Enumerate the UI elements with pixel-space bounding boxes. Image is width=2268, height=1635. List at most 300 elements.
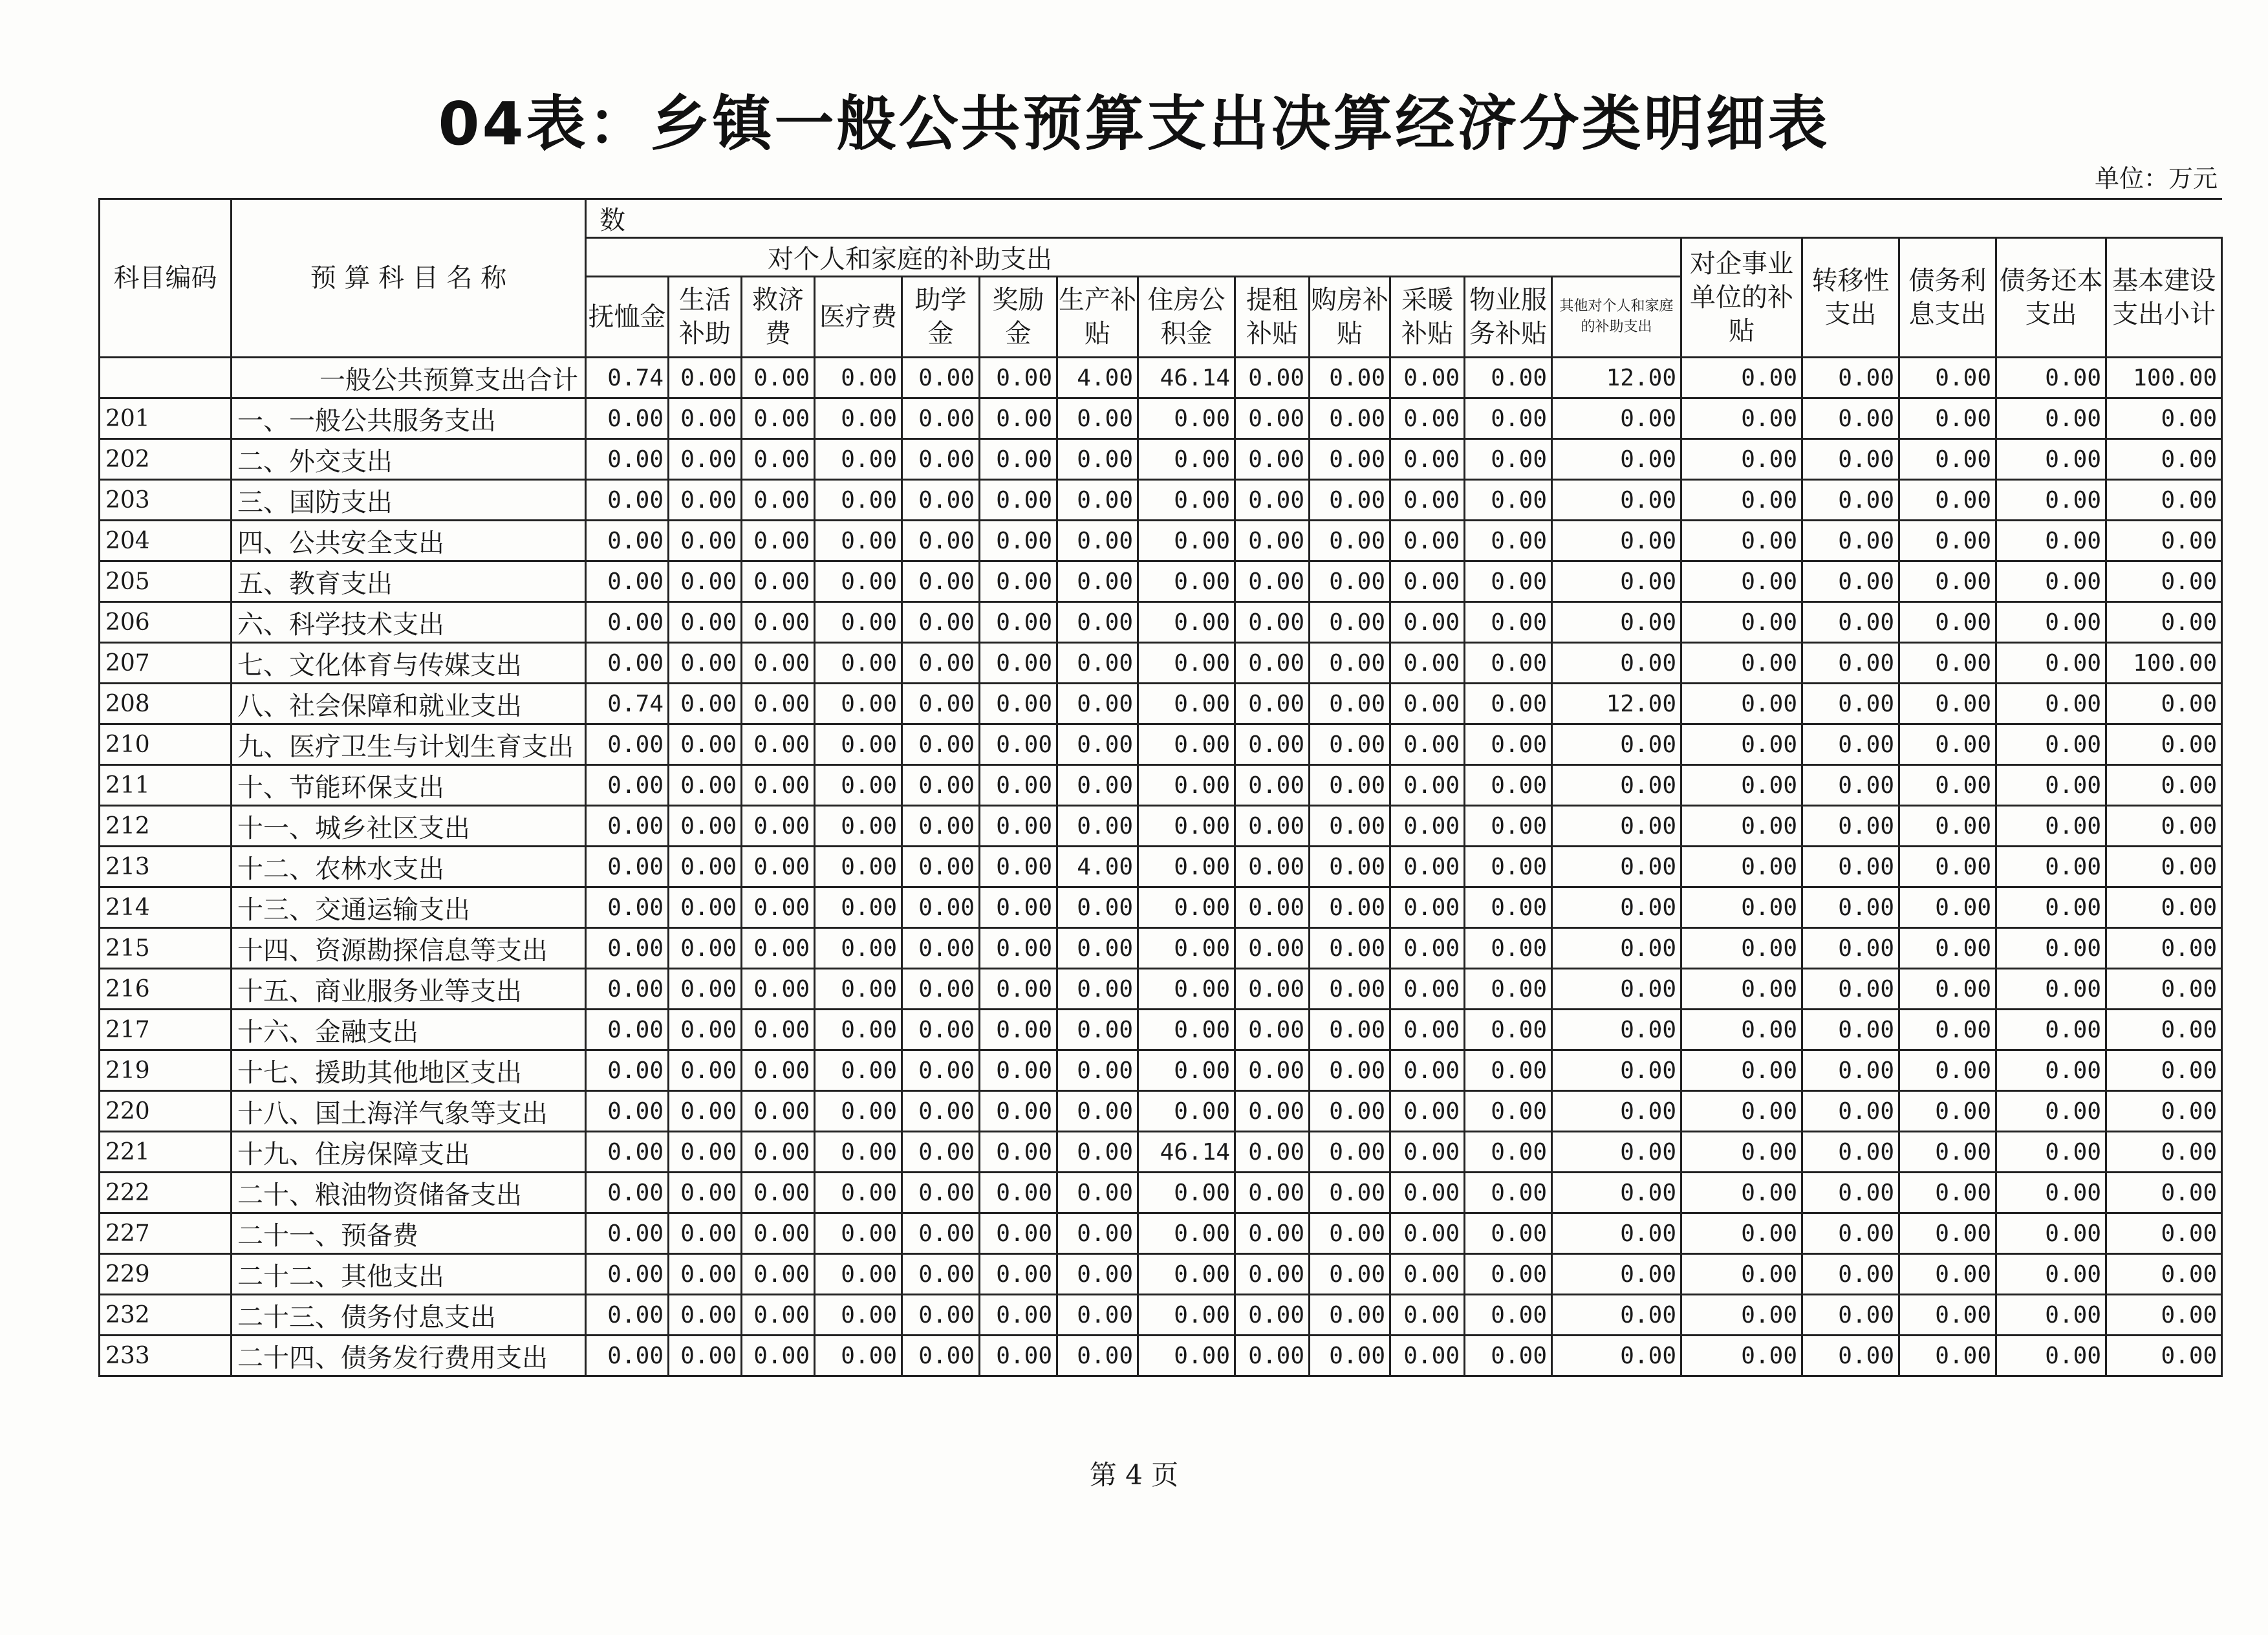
cell-value: 0.00	[815, 480, 902, 521]
cell-value: 0.00	[980, 887, 1057, 928]
cell-value: 0.00	[1899, 765, 1996, 806]
cell-value: 0.00	[1310, 1254, 1390, 1295]
cell-value: 0.00	[1465, 1091, 1552, 1132]
cell-value: 0.00	[902, 1336, 980, 1376]
cell-value: 0.00	[1681, 1295, 1802, 1336]
cell-value: 0.00	[1996, 561, 2106, 602]
cell-value: 0.00	[815, 1132, 902, 1173]
cell-value: 0.00	[1681, 1091, 1802, 1132]
row-code: 201	[100, 398, 232, 439]
row-name: 十二、农林水支出	[232, 847, 586, 887]
cell-value: 0.00	[1802, 969, 1899, 1010]
cell-value: 0.00	[1802, 1254, 1899, 1295]
cell-value: 0.00	[1899, 1173, 1996, 1213]
cell-value: 0.00	[1552, 1295, 1681, 1336]
cell-value: 0.00	[669, 806, 742, 847]
cell-value: 0.00	[1138, 1336, 1235, 1376]
cell-value: 0.00	[815, 1010, 902, 1050]
cell-value: 0.00	[1681, 1010, 1802, 1050]
table-row	[100, 765, 2222, 806]
cell-value: 0.00	[1552, 969, 1681, 1010]
cell-value: 0.00	[1465, 480, 1552, 521]
cell-value: 0.00	[1802, 439, 1899, 480]
cell-value: 0.00	[1996, 1091, 2106, 1132]
cell-value: 0.00	[1057, 684, 1138, 724]
cell-value: 0.00	[902, 1010, 980, 1050]
cell-value: 0.00	[1465, 358, 1552, 398]
cell-value: 0.00	[1465, 806, 1552, 847]
cell-value: 0.00	[1235, 358, 1310, 398]
cell-value: 0.00	[980, 1295, 1057, 1336]
row-name: 二十二、其他支出	[232, 1254, 586, 1295]
header-name: 预 算 科 目 名 称	[232, 199, 586, 358]
cell-value: 0.00	[815, 847, 902, 887]
row-name: 二十、粮油物资储备支出	[232, 1173, 586, 1213]
cell-value: 0.00	[980, 1050, 1057, 1091]
cell-value: 0.00	[1681, 1213, 1802, 1254]
cell-value: 0.00	[586, 643, 669, 684]
cell-value: 0.00	[1390, 643, 1465, 684]
cell-value: 0.00	[1138, 398, 1235, 439]
cell-value: 0.00	[1552, 1091, 1681, 1132]
cell-value: 0.00	[2106, 1050, 2222, 1091]
cell-value: 0.00	[1681, 439, 1802, 480]
cell-value: 0.00	[1390, 1213, 1465, 1254]
cell-value: 0.00	[1310, 969, 1390, 1010]
cell-value: 46.14	[1138, 1132, 1235, 1173]
cell-value: 0.00	[1899, 806, 1996, 847]
cell-value: 0.00	[1681, 1254, 1802, 1295]
cell-value: 0.00	[2106, 847, 2222, 887]
cell-value: 0.00	[1057, 887, 1138, 928]
cell-value: 0.00	[1681, 643, 1802, 684]
cell-value: 0.00	[1138, 602, 1235, 643]
cell-value: 0.00	[1310, 643, 1390, 684]
cell-value: 0.00	[2106, 1091, 2222, 1132]
cell-value: 0.00	[1552, 765, 1681, 806]
cell-value: 0.00	[902, 358, 980, 398]
cell-value: 0.00	[1057, 1213, 1138, 1254]
cell-value: 0.00	[2106, 765, 2222, 806]
row-code: 215	[100, 928, 232, 969]
cell-value: 0.00	[742, 765, 815, 806]
cell-value: 0.00	[902, 765, 980, 806]
cell-value: 0.00	[742, 684, 815, 724]
cell-value: 0.00	[669, 1010, 742, 1050]
cell-value: 0.00	[1899, 1254, 1996, 1295]
table-row	[100, 1132, 2222, 1173]
table-row	[100, 724, 2222, 765]
cell-value: 0.00	[1681, 602, 1802, 643]
cell-value: 0.00	[586, 1091, 669, 1132]
cell-value: 0.00	[2106, 1010, 2222, 1050]
cell-value: 0.00	[1235, 684, 1310, 724]
cell-value: 0.00	[1390, 1295, 1465, 1336]
cell-value: 0.00	[1552, 480, 1681, 521]
cell-value: 0.00	[1235, 806, 1310, 847]
cell-value: 0.00	[1310, 561, 1390, 602]
cell-value: 0.00	[1310, 439, 1390, 480]
cell-value: 0.00	[1138, 765, 1235, 806]
cell-value: 0.00	[1390, 602, 1465, 643]
cell-value: 0.00	[1465, 1050, 1552, 1091]
cell-value: 0.00	[1310, 1213, 1390, 1254]
table-row	[100, 887, 2222, 928]
cell-value: 0.00	[1802, 1173, 1899, 1213]
row-name: 二十四、债务发行费用支出	[232, 1336, 586, 1376]
cell-value: 0.00	[1138, 480, 1235, 521]
cell-value: 0.00	[902, 928, 980, 969]
cell-value: 0.00	[902, 887, 980, 928]
header-col-4: 助学金	[902, 277, 980, 358]
cell-value: 0.00	[815, 887, 902, 928]
cell-value: 0.00	[1057, 643, 1138, 684]
cell-value: 0.00	[1996, 480, 2106, 521]
cell-value: 0.00	[1996, 1173, 2106, 1213]
row-code: 220	[100, 1091, 232, 1132]
cell-value: 0.00	[1390, 724, 1465, 765]
cell-value: 0.00	[1899, 358, 1996, 398]
cell-value: 0.00	[2106, 602, 2222, 643]
cell-value: 0.00	[586, 1010, 669, 1050]
row-code: 212	[100, 806, 232, 847]
cell-value: 0.00	[742, 1295, 815, 1336]
cell-value: 0.00	[980, 521, 1057, 561]
table-row	[100, 643, 2222, 684]
cell-value: 0.00	[1390, 439, 1465, 480]
cell-value: 0.00	[815, 521, 902, 561]
cell-value: 0.00	[1235, 1295, 1310, 1336]
cell-value: 0.00	[1552, 1050, 1681, 1091]
table-row	[100, 1091, 2222, 1132]
row-name: 九、医疗卫生与计划生育支出	[232, 724, 586, 765]
row-name: 二十一、预备费	[232, 1213, 586, 1254]
cell-value: 0.00	[742, 439, 815, 480]
cell-value: 0.00	[1552, 887, 1681, 928]
cell-value: 0.00	[815, 1213, 902, 1254]
cell-value: 0.00	[1310, 521, 1390, 561]
cell-value: 0.00	[1996, 765, 2106, 806]
row-code: 221	[100, 1132, 232, 1173]
cell-value: 0.00	[1899, 724, 1996, 765]
cell-value: 0.00	[1802, 928, 1899, 969]
cell-value: 0.00	[815, 765, 902, 806]
cell-value: 0.00	[815, 602, 902, 643]
cell-value: 0.00	[2106, 1213, 2222, 1254]
cell-value: 0.00	[1552, 561, 1681, 602]
cell-value: 0.00	[1235, 1091, 1310, 1132]
cell-value: 0.00	[1465, 398, 1552, 439]
cell-value: 0.00	[815, 1173, 902, 1213]
cell-value: 0.00	[1996, 969, 2106, 1010]
cell-value: 0.00	[1552, 643, 1681, 684]
cell-value: 0.00	[902, 806, 980, 847]
table-row	[100, 602, 2222, 643]
cell-value: 0.00	[1996, 643, 2106, 684]
cell-value: 0.00	[1057, 969, 1138, 1010]
row-code: 210	[100, 724, 232, 765]
cell-value: 0.00	[1235, 1254, 1310, 1295]
cell-value: 0.00	[902, 480, 980, 521]
cell-value: 0.00	[1996, 439, 2106, 480]
cell-value: 0.00	[1138, 847, 1235, 887]
cell-value: 0.00	[669, 439, 742, 480]
row-code: 219	[100, 1050, 232, 1091]
cell-value: 0.00	[815, 643, 902, 684]
cell-value: 0.00	[1899, 480, 1996, 521]
cell-value: 0.00	[1802, 1050, 1899, 1091]
cell-value: 0.00	[1138, 806, 1235, 847]
header-col-16: 债务还本支出	[1996, 238, 2106, 358]
cell-value: 12.00	[1552, 684, 1681, 724]
cell-value: 0.00	[1057, 806, 1138, 847]
cell-value: 0.00	[586, 847, 669, 887]
cell-value: 0.00	[980, 480, 1057, 521]
cell-value: 0.00	[1057, 602, 1138, 643]
table-row	[100, 1254, 2222, 1295]
cell-value: 0.00	[1310, 1336, 1390, 1376]
cell-value: 0.00	[1802, 847, 1899, 887]
cell-value: 0.00	[980, 439, 1057, 480]
cell-value: 0.00	[1552, 1336, 1681, 1376]
cell-value: 0.00	[2106, 521, 2222, 561]
table-row	[100, 1213, 2222, 1254]
cell-value: 0.00	[742, 1010, 815, 1050]
cell-value: 0.00	[586, 439, 669, 480]
cell-value: 0.00	[1465, 561, 1552, 602]
cell-value: 0.00	[1552, 398, 1681, 439]
cell-value: 0.00	[1996, 887, 2106, 928]
header-col-11: 物业服务补贴	[1465, 277, 1552, 358]
cell-value: 0.00	[1138, 1091, 1235, 1132]
cell-value: 0.00	[1057, 1173, 1138, 1213]
table-row	[100, 806, 2222, 847]
cell-value: 0.00	[2106, 684, 2222, 724]
cell-value: 0.00	[1899, 684, 1996, 724]
cell-value: 0.00	[669, 1254, 742, 1295]
cell-value: 0.00	[1802, 561, 1899, 602]
cell-value: 0.00	[1138, 521, 1235, 561]
cell-value: 100.00	[2106, 643, 2222, 684]
cell-value: 0.00	[1138, 1254, 1235, 1295]
cell-value: 0.00	[1057, 561, 1138, 602]
header-col-5: 奖励金	[980, 277, 1057, 358]
cell-value: 0.00	[1235, 480, 1310, 521]
cell-value: 0.00	[902, 1295, 980, 1336]
cell-value: 0.00	[1390, 1091, 1465, 1132]
cell-value: 0.00	[1310, 1132, 1390, 1173]
table-row	[100, 439, 2222, 480]
cell-value: 0.00	[1235, 521, 1310, 561]
cell-value: 0.00	[1681, 480, 1802, 521]
header-col-12: 其他对个人和家庭的补助支出	[1552, 277, 1681, 358]
cell-value: 0.00	[1465, 887, 1552, 928]
cell-value: 0.00	[815, 684, 902, 724]
cell-value: 0.00	[1996, 847, 2106, 887]
cell-value: 0.00	[586, 1295, 669, 1336]
cell-value: 0.00	[1057, 1254, 1138, 1295]
cell-value: 0.00	[586, 1050, 669, 1091]
row-code: 216	[100, 969, 232, 1010]
cell-value: 0.00	[1552, 521, 1681, 561]
cell-value: 0.00	[1681, 928, 1802, 969]
cell-value: 12.00	[1552, 358, 1681, 398]
cell-value: 0.00	[1899, 602, 1996, 643]
row-name: 二十三、债务付息支出	[232, 1295, 586, 1336]
header-col-8: 提租补贴	[1235, 277, 1310, 358]
cell-value: 0.00	[1552, 1254, 1681, 1295]
cell-value: 0.00	[742, 521, 815, 561]
cell-value: 0.00	[1057, 1010, 1138, 1050]
cell-value: 0.00	[1057, 1295, 1138, 1336]
expenditure-table	[98, 198, 2223, 1377]
row-name: 八、社会保障和就业支出	[232, 684, 586, 724]
header-col-14: 转移性支出	[1802, 238, 1899, 358]
cell-value: 0.00	[1681, 765, 1802, 806]
cell-value: 0.00	[980, 1336, 1057, 1376]
cell-value: 0.00	[1310, 765, 1390, 806]
row-code: 208	[100, 684, 232, 724]
cell-value: 0.00	[669, 1213, 742, 1254]
cell-value: 0.00	[1235, 969, 1310, 1010]
row-name: 四、公共安全支出	[232, 521, 586, 561]
cell-value: 0.00	[1802, 1295, 1899, 1336]
cell-value: 0.00	[1235, 1132, 1310, 1173]
cell-value: 0.00	[742, 1132, 815, 1173]
cell-value: 0.00	[1802, 1091, 1899, 1132]
cell-value: 0.00	[815, 358, 902, 398]
cell-value: 0.00	[1138, 1050, 1235, 1091]
cell-value: 0.00	[815, 969, 902, 1010]
cell-value: 0.00	[1138, 887, 1235, 928]
cell-value: 0.00	[669, 1295, 742, 1336]
cell-value: 0.00	[1996, 1254, 2106, 1295]
cell-value: 0.00	[1899, 1295, 1996, 1336]
cell-value: 0.00	[1802, 1010, 1899, 1050]
cell-value: 0.00	[815, 1050, 902, 1091]
cell-value: 0.00	[1465, 1213, 1552, 1254]
cell-value: 0.00	[586, 887, 669, 928]
cell-value: 0.00	[1465, 1173, 1552, 1213]
cell-value: 0.00	[1681, 398, 1802, 439]
header-col-1: 生活补助	[669, 277, 742, 358]
cell-value: 0.00	[1996, 684, 2106, 724]
cell-value: 0.00	[1681, 1336, 1802, 1376]
cell-value: 0.00	[1681, 847, 1802, 887]
cell-value: 0.00	[1899, 1091, 1996, 1132]
cell-value: 0.00	[1899, 439, 1996, 480]
cell-value: 0.00	[902, 684, 980, 724]
cell-value: 0.00	[2106, 1254, 2222, 1295]
cell-value: 0.00	[586, 1336, 669, 1376]
table-row	[100, 847, 2222, 887]
cell-value: 0.00	[669, 358, 742, 398]
cell-value: 0.00	[1235, 602, 1310, 643]
cell-value: 0.00	[1552, 1132, 1681, 1173]
cell-value: 0.00	[1996, 1010, 2106, 1050]
cell-value: 0.00	[1552, 1213, 1681, 1254]
cell-value: 0.00	[1552, 602, 1681, 643]
cell-value: 0.00	[1899, 398, 1996, 439]
header-code: 科目编码	[100, 199, 232, 358]
cell-value: 0.00	[2106, 887, 2222, 928]
cell-value: 0.00	[586, 1254, 669, 1295]
cell-value: 0.00	[1235, 643, 1310, 684]
cell-value: 0.00	[1235, 1213, 1310, 1254]
cell-value: 0.00	[669, 969, 742, 1010]
cell-value: 0.00	[742, 887, 815, 928]
cell-value: 0.00	[1465, 765, 1552, 806]
cell-value: 0.00	[902, 969, 980, 1010]
cell-value: 0.00	[1235, 847, 1310, 887]
cell-value: 0.00	[1465, 439, 1552, 480]
cell-value: 0.00	[1465, 1336, 1552, 1376]
row-code: 229	[100, 1254, 232, 1295]
cell-value: 0.00	[1899, 1336, 1996, 1376]
cell-value: 0.00	[586, 1213, 669, 1254]
cell-value: 0.00	[1681, 806, 1802, 847]
cell-value: 0.00	[1310, 887, 1390, 928]
table-row	[100, 928, 2222, 969]
cell-value: 0.00	[1235, 928, 1310, 969]
cell-value: 0.00	[980, 1010, 1057, 1050]
row-name: 十六、金融支出	[232, 1010, 586, 1050]
cell-value: 0.00	[669, 561, 742, 602]
cell-value: 0.00	[586, 521, 669, 561]
cell-value: 0.00	[1899, 561, 1996, 602]
row-code	[100, 358, 232, 398]
cell-value: 0.00	[1996, 1295, 2106, 1336]
cell-value: 0.00	[669, 887, 742, 928]
cell-value: 0.00	[1681, 887, 1802, 928]
cell-value: 0.00	[980, 765, 1057, 806]
cell-value: 0.00	[1681, 969, 1802, 1010]
cell-value: 0.00	[586, 602, 669, 643]
cell-value: 46.14	[1138, 358, 1235, 398]
cell-value: 0.00	[669, 643, 742, 684]
header-col-17: 基本建设支出小计	[2106, 238, 2222, 358]
cell-value: 0.00	[1465, 1132, 1552, 1173]
cell-value: 0.00	[1310, 806, 1390, 847]
cell-value: 0.00	[1899, 1010, 1996, 1050]
cell-value: 0.00	[1310, 1050, 1390, 1091]
header-col-15: 债务利息支出	[1899, 238, 1996, 358]
cell-value: 0.00	[815, 1336, 902, 1376]
cell-value: 0.00	[1681, 1132, 1802, 1173]
cell-value: 0.00	[1057, 480, 1138, 521]
cell-value: 0.00	[1996, 928, 2106, 969]
cell-value: 0.00	[2106, 969, 2222, 1010]
cell-value: 0.00	[902, 398, 980, 439]
cell-value: 0.00	[980, 358, 1057, 398]
cell-value: 0.00	[742, 1091, 815, 1132]
cell-value: 0.00	[1390, 521, 1465, 561]
cell-value: 0.00	[586, 724, 669, 765]
cell-value: 0.00	[1465, 847, 1552, 887]
cell-value: 0.00	[980, 847, 1057, 887]
cell-value: 0.00	[1390, 928, 1465, 969]
cell-value: 0.00	[2106, 1132, 2222, 1173]
cell-value: 0.00	[1802, 765, 1899, 806]
cell-value: 0.00	[1235, 398, 1310, 439]
cell-value: 0.00	[980, 398, 1057, 439]
cell-value: 0.00	[1057, 1336, 1138, 1376]
cell-value: 0.00	[586, 928, 669, 969]
cell-value: 0.74	[586, 684, 669, 724]
cell-value: 0.00	[1899, 1050, 1996, 1091]
header-col-3: 医疗费	[815, 277, 902, 358]
cell-value: 0.00	[2106, 928, 2222, 969]
